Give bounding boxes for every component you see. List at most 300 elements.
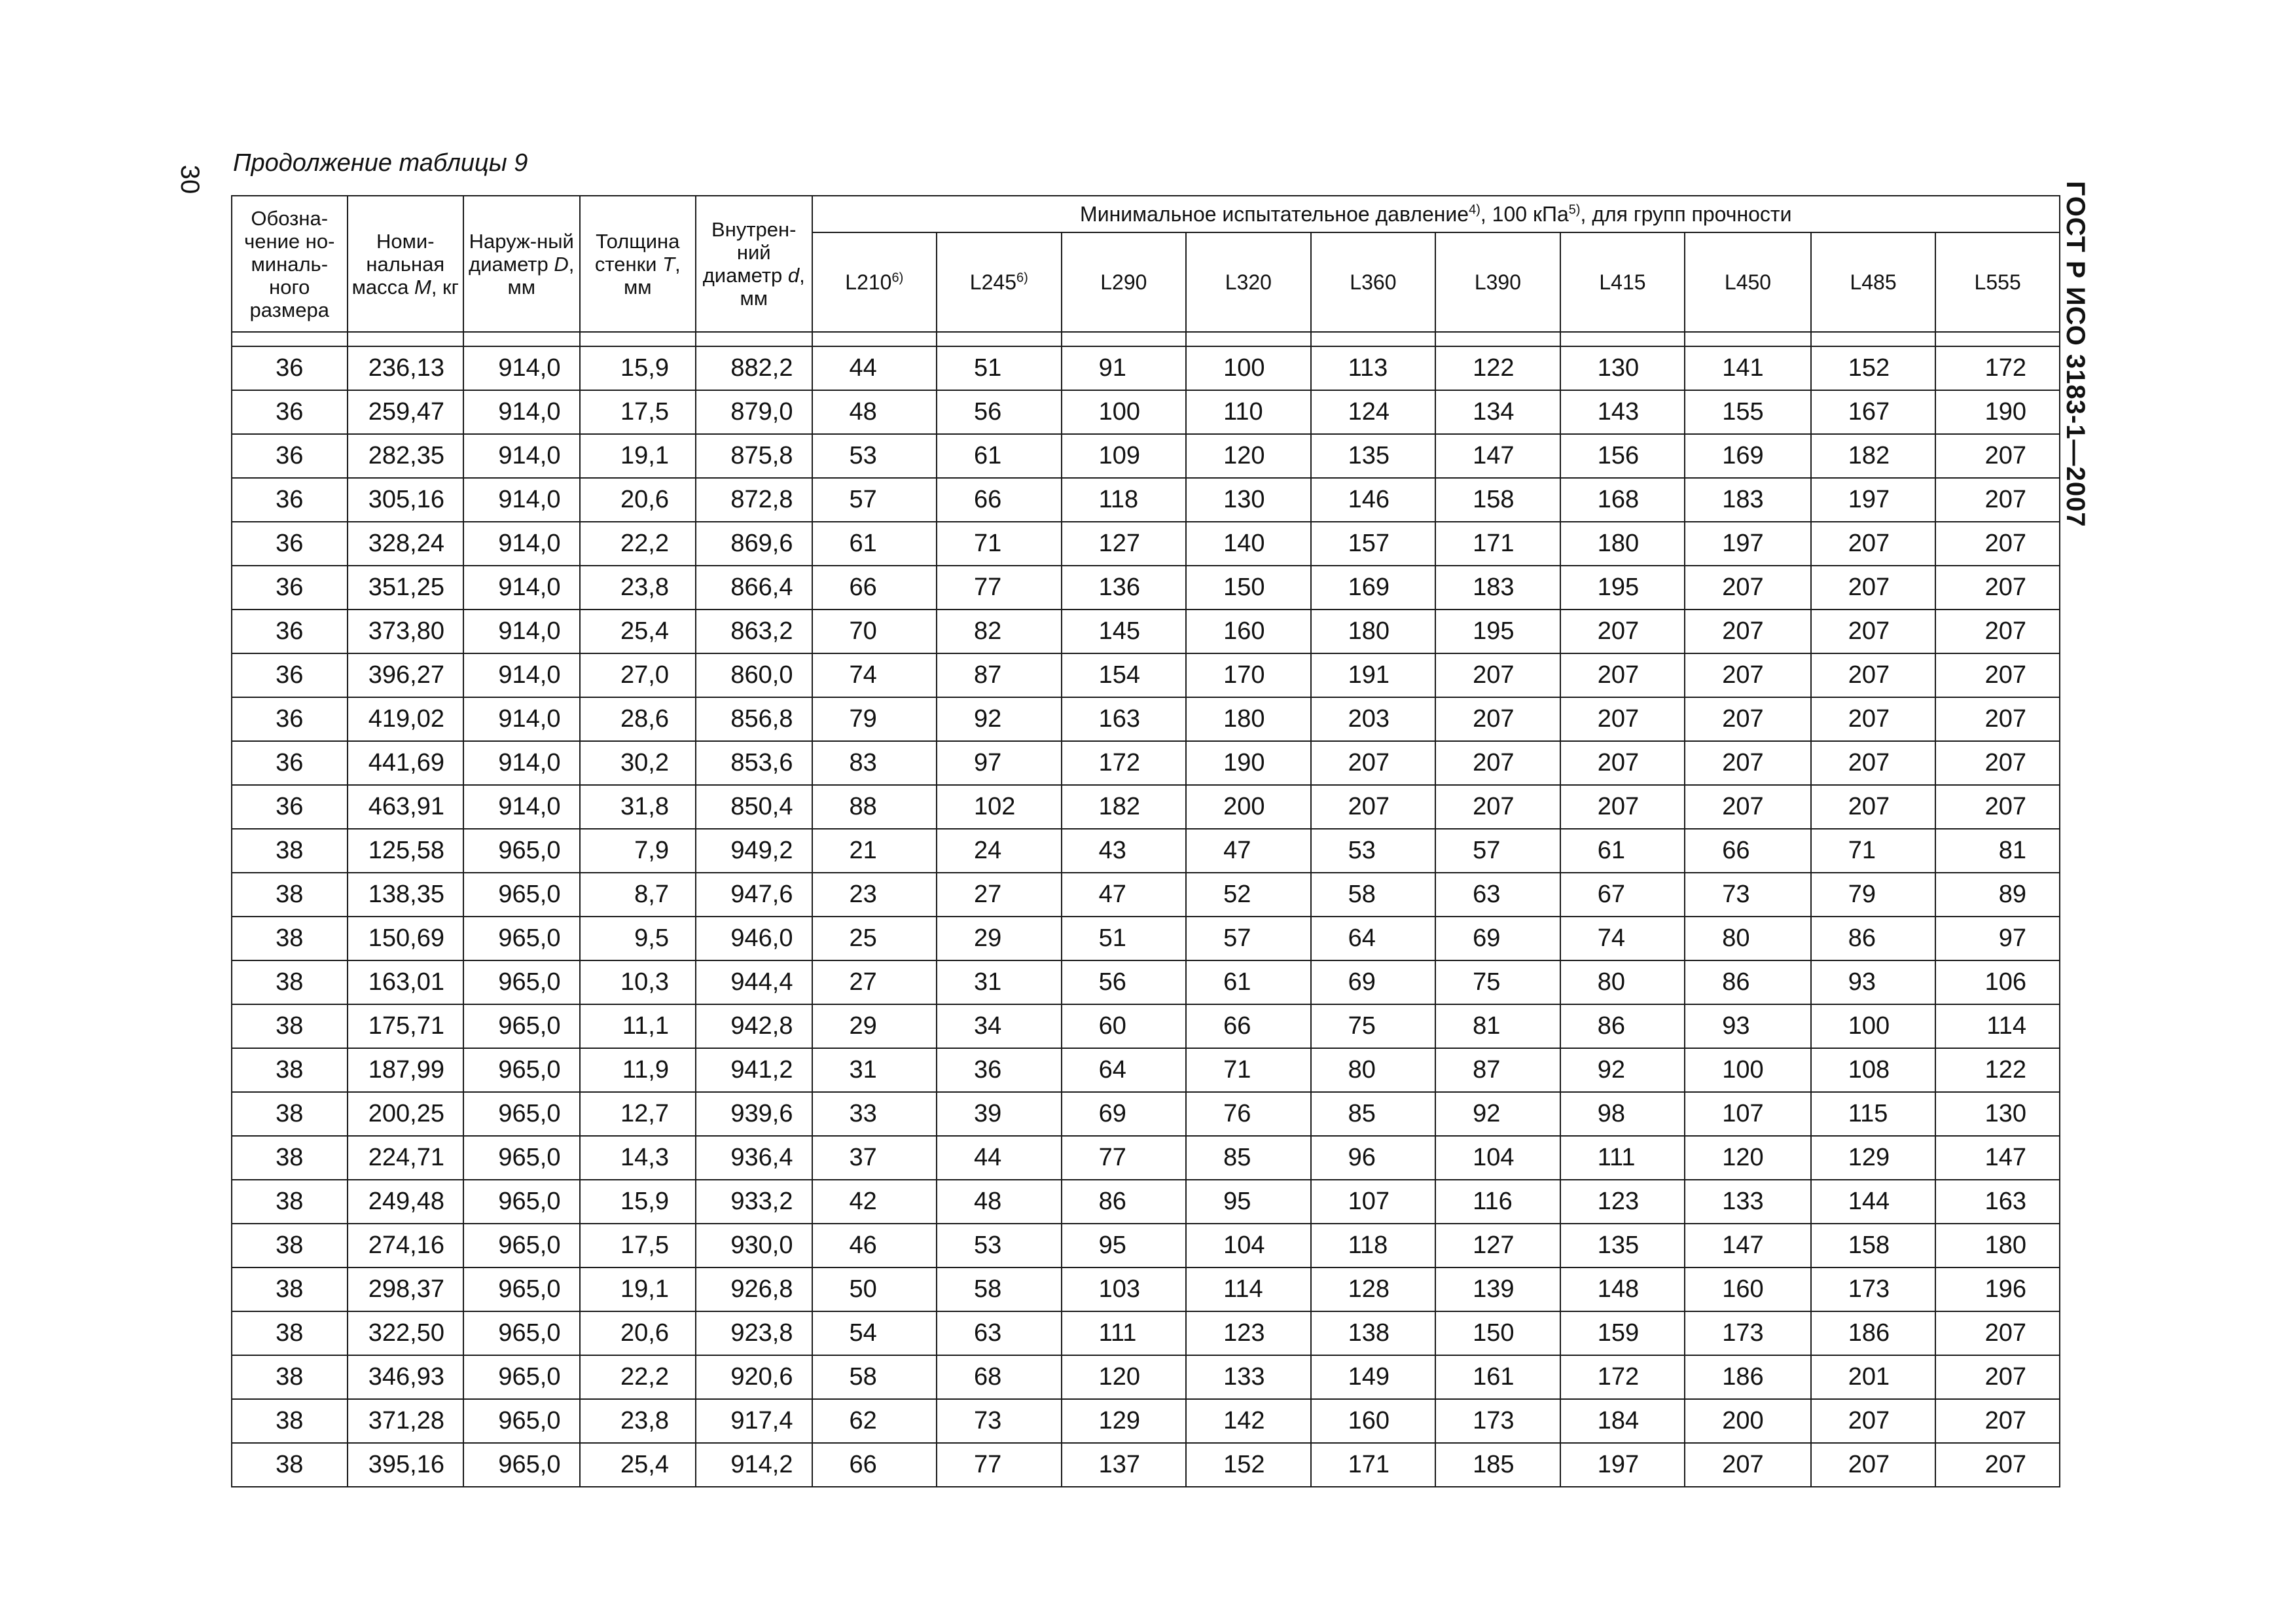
table-row <box>232 1443 2060 1487</box>
grade-label: L360 <box>1350 270 1397 294</box>
table-cell: 102 <box>937 785 1062 829</box>
table-row <box>232 346 2060 390</box>
grade-header <box>1935 232 2060 332</box>
table-cell: 173 <box>1811 1267 1936 1311</box>
table-cell: 224,71 <box>348 1136 464 1180</box>
table-cell: 965,0 <box>463 1224 580 1267</box>
table-cell: 8,7 <box>580 873 696 917</box>
grade-label: L485 <box>1850 270 1897 294</box>
table-cell: 965,0 <box>463 1355 580 1399</box>
grade-label: L390 <box>1474 270 1522 294</box>
table-cell: 139 <box>1435 1267 1560 1311</box>
table-cell: 74 <box>1560 917 1685 960</box>
header-group-tail: , для групп прочности <box>1580 202 1792 226</box>
table-cell: 66 <box>812 1443 937 1487</box>
table-cell: 77 <box>937 566 1062 610</box>
table-cell: 38 <box>232 1092 348 1136</box>
table-row <box>232 478 2060 522</box>
table-cell: 965,0 <box>463 917 580 960</box>
table-cell: 147 <box>1435 434 1560 478</box>
table-cell: 920,6 <box>696 1355 812 1399</box>
table-cell: 116 <box>1435 1180 1560 1224</box>
table-cell: 127 <box>1062 522 1187 566</box>
table-cell: 106 <box>1935 960 2060 1004</box>
table-cell: 111 <box>1062 1311 1187 1355</box>
table-cell: 81 <box>1435 1004 1560 1048</box>
table-cell: 144 <box>1811 1180 1936 1224</box>
table-cell: 11,1 <box>580 1004 696 1048</box>
table-cell: 109 <box>1062 434 1187 478</box>
table-cell: 190 <box>1186 741 1311 785</box>
table-cell: 122 <box>1935 1048 2060 1092</box>
table-cell: 98 <box>1560 1092 1685 1136</box>
table-cell: 43 <box>1062 829 1187 873</box>
table-cell: 69 <box>1435 917 1560 960</box>
table-cell: 185 <box>1435 1443 1560 1487</box>
table-cell: 396,27 <box>348 653 464 697</box>
table-cell: 64 <box>1311 917 1436 960</box>
table-cell: 143 <box>1560 390 1685 434</box>
table-cell: 111 <box>1560 1136 1685 1180</box>
table-cell: 80 <box>1685 917 1811 960</box>
table-cell: 11,9 <box>580 1048 696 1092</box>
table-cell: 33 <box>812 1092 937 1136</box>
table-cell: 38 <box>232 1267 348 1311</box>
table-cell: 853,6 <box>696 741 812 785</box>
table-cell: 141 <box>1685 346 1811 390</box>
table-cell: 130 <box>1560 346 1685 390</box>
table-cell: 124 <box>1311 390 1436 434</box>
table-cell: 28,6 <box>580 697 696 741</box>
table-row <box>232 1048 2060 1092</box>
table-cell: 200,25 <box>348 1092 464 1136</box>
table-cell: 163 <box>1935 1180 2060 1224</box>
table-cell: 207 <box>1560 741 1685 785</box>
table-cell: 207 <box>1935 1355 2060 1399</box>
table-cell: 172 <box>1560 1355 1685 1399</box>
table-cell: 914,0 <box>463 434 580 478</box>
table-caption: Продолжение таблицы 9 <box>233 149 528 177</box>
table-cell: 160 <box>1186 610 1311 653</box>
table-cell: 207 <box>1685 785 1811 829</box>
table-cell: 207 <box>1311 741 1436 785</box>
table-cell: 62 <box>812 1399 937 1443</box>
table-cell: 169 <box>1311 566 1436 610</box>
table-cell: 42 <box>812 1180 937 1224</box>
table-cell: 965,0 <box>463 1048 580 1092</box>
table-cell: 172 <box>1935 346 2060 390</box>
table-cell: 95 <box>1186 1180 1311 1224</box>
table-cell: 147 <box>1685 1224 1811 1267</box>
table-cell: 207 <box>1560 653 1685 697</box>
table-cell: 207 <box>1560 697 1685 741</box>
table-cell: 71 <box>1811 829 1936 873</box>
table-cell: 36 <box>232 741 348 785</box>
table-cell: 38 <box>232 1399 348 1443</box>
table-row <box>232 873 2060 917</box>
table-cell: 67 <box>1560 873 1685 917</box>
table-cell: 169 <box>1685 434 1811 478</box>
table-cell: 171 <box>1435 522 1560 566</box>
header-id-text: Внутрен-ний диаметр <box>702 218 797 287</box>
table-cell: 965,0 <box>463 873 580 917</box>
table-cell: 73 <box>937 1399 1062 1443</box>
table-cell: 965,0 <box>463 1180 580 1224</box>
header-designation-text: Обозна-чение но-миналь-ного размера <box>244 206 335 321</box>
table-cell: 133 <box>1186 1355 1311 1399</box>
table-cell: 120 <box>1062 1355 1187 1399</box>
table-cell: 22,2 <box>580 522 696 566</box>
table-cell: 48 <box>812 390 937 434</box>
table-cell: 136 <box>1062 566 1187 610</box>
table-cell: 140 <box>1186 522 1311 566</box>
table-cell: 80 <box>1311 1048 1436 1092</box>
table-cell: 74 <box>812 653 937 697</box>
table-cell: 56 <box>1062 960 1187 1004</box>
table-cell: 22,2 <box>580 1355 696 1399</box>
table-cell: 114 <box>1935 1004 2060 1048</box>
table-cell: 163,01 <box>348 960 464 1004</box>
table-cell: 14,3 <box>580 1136 696 1180</box>
table-cell: 57 <box>1186 917 1311 960</box>
table-cell: 207 <box>1935 741 2060 785</box>
grade-header <box>1560 232 1685 332</box>
pressure-table <box>231 195 2060 1487</box>
table-cell: 183 <box>1435 566 1560 610</box>
table-cell: 108 <box>1811 1048 1936 1092</box>
table-cell: 373,80 <box>348 610 464 653</box>
table-cell: 115 <box>1811 1092 1936 1136</box>
grade-header <box>1311 232 1436 332</box>
table-cell: 965,0 <box>463 829 580 873</box>
table-cell: 207 <box>1935 785 2060 829</box>
table-cell: 161 <box>1435 1355 1560 1399</box>
table-cell: 207 <box>1811 1443 1936 1487</box>
table-cell: 23,8 <box>580 1399 696 1443</box>
table-cell: 44 <box>937 1136 1062 1180</box>
grade-header <box>937 232 1062 332</box>
table-cell: 38 <box>232 1004 348 1048</box>
table-cell: 850,4 <box>696 785 812 829</box>
table-cell: 207 <box>1811 741 1936 785</box>
header-designation <box>232 196 348 332</box>
table-cell: 92 <box>1435 1092 1560 1136</box>
table-cell: 207 <box>1685 697 1811 741</box>
table-cell: 100 <box>1062 390 1187 434</box>
table-row <box>232 917 2060 960</box>
table-cell: 207 <box>1811 1399 1936 1443</box>
table-cell: 17,5 <box>580 1224 696 1267</box>
table-cell: 61 <box>812 522 937 566</box>
table-cell: 207 <box>1811 610 1936 653</box>
table-cell: 914,0 <box>463 785 580 829</box>
table-cell: 95 <box>1062 1224 1187 1267</box>
table-cell: 58 <box>1311 873 1436 917</box>
table-cell: 936,4 <box>696 1136 812 1180</box>
grade-header <box>1811 232 1936 332</box>
table-cell: 64 <box>1062 1048 1187 1092</box>
table-row <box>232 1180 2060 1224</box>
grade-footnote: 6) <box>1016 270 1028 285</box>
table-cell: 53 <box>1311 829 1436 873</box>
table-cell: 75 <box>1435 960 1560 1004</box>
table-cell: 154 <box>1062 653 1187 697</box>
table-cell: 38 <box>232 960 348 1004</box>
table-cell: 173 <box>1685 1311 1811 1355</box>
table-cell: 158 <box>1435 478 1560 522</box>
table-cell: 351,25 <box>348 566 464 610</box>
table-cell: 38 <box>232 1136 348 1180</box>
table-cell: 282,35 <box>348 434 464 478</box>
table-cell: 236,13 <box>348 346 464 390</box>
table-cell: 53 <box>812 434 937 478</box>
table-cell: 150 <box>1435 1311 1560 1355</box>
table-cell: 21 <box>812 829 937 873</box>
header-id-unit: , мм <box>740 264 805 310</box>
table-cell: 38 <box>232 1180 348 1224</box>
table-cell: 66 <box>812 566 937 610</box>
table-cell: 926,8 <box>696 1267 812 1311</box>
table-cell: 328,24 <box>348 522 464 566</box>
table-cell: 130 <box>1186 478 1311 522</box>
table-cell: 197 <box>1811 478 1936 522</box>
footnote-ref-4: 4) <box>1469 202 1480 217</box>
table-cell: 24 <box>937 829 1062 873</box>
table-cell: 7,9 <box>580 829 696 873</box>
table-cell: 53 <box>937 1224 1062 1267</box>
table-cell: 923,8 <box>696 1311 812 1355</box>
table-cell: 92 <box>1560 1048 1685 1092</box>
grade-footnote: 6) <box>891 270 904 285</box>
header-wt-unit: , мм <box>623 252 681 299</box>
table-cell: 70 <box>812 610 937 653</box>
table-cell: 146 <box>1311 478 1436 522</box>
table-cell: 23,8 <box>580 566 696 610</box>
table-cell: 182 <box>1811 434 1936 478</box>
table-cell: 946,0 <box>696 917 812 960</box>
table-cell: 207 <box>1685 610 1811 653</box>
grade-header <box>1435 232 1560 332</box>
table-cell: 36 <box>232 346 348 390</box>
table-cell: 138 <box>1311 1311 1436 1355</box>
table-cell: 965,0 <box>463 1092 580 1136</box>
table-cell: 44 <box>812 346 937 390</box>
table-cell: 965,0 <box>463 960 580 1004</box>
table-cell: 17,5 <box>580 390 696 434</box>
table-cell: 939,6 <box>696 1092 812 1136</box>
table-cell: 914,0 <box>463 522 580 566</box>
table-cell: 914,0 <box>463 653 580 697</box>
table-cell: 71 <box>1186 1048 1311 1092</box>
header-wt-text: Толщина стенки <box>594 229 680 276</box>
table-cell: 184 <box>1560 1399 1685 1443</box>
table-cell: 441,69 <box>348 741 464 785</box>
table-cell: 207 <box>1435 785 1560 829</box>
table-cell: 36 <box>937 1048 1062 1092</box>
table-cell: 207 <box>1935 697 2060 741</box>
table-cell: 200 <box>1186 785 1311 829</box>
table-cell: 29 <box>937 917 1062 960</box>
table-cell: 46 <box>812 1224 937 1267</box>
table-cell: 180 <box>1186 697 1311 741</box>
table-row <box>232 1092 2060 1136</box>
table-cell: 207 <box>1560 785 1685 829</box>
table-cell: 52 <box>1186 873 1311 917</box>
table-cell: 97 <box>1935 917 2060 960</box>
header-mass-unit: , кг <box>431 275 459 299</box>
table-cell: 207 <box>1811 566 1936 610</box>
table-cell: 207 <box>1935 566 2060 610</box>
table-row <box>232 1355 2060 1399</box>
table-cell: 19,1 <box>580 434 696 478</box>
table-cell: 87 <box>937 653 1062 697</box>
grade-label: L245 <box>969 270 1016 294</box>
table-cell: 191 <box>1311 653 1436 697</box>
table-cell: 274,16 <box>348 1224 464 1267</box>
table-cell: 190 <box>1935 390 2060 434</box>
table-cell: 160 <box>1685 1267 1811 1311</box>
table-cell: 207 <box>1935 478 2060 522</box>
table-cell: 142 <box>1186 1399 1311 1443</box>
table-cell: 82 <box>937 610 1062 653</box>
table-cell: 200 <box>1685 1399 1811 1443</box>
table-cell: 965,0 <box>463 1004 580 1048</box>
grade-header <box>1685 232 1811 332</box>
header-wt-symbol: T <box>662 252 675 276</box>
table-cell: 207 <box>1685 741 1811 785</box>
table-cell: 79 <box>812 697 937 741</box>
table-cell: 207 <box>1685 653 1811 697</box>
table-cell: 186 <box>1685 1355 1811 1399</box>
table-row <box>232 741 2060 785</box>
table-cell: 89 <box>1935 873 2060 917</box>
table-cell: 75 <box>1311 1004 1436 1048</box>
table-cell: 207 <box>1811 653 1936 697</box>
table-cell: 942,8 <box>696 1004 812 1048</box>
table-cell: 156 <box>1560 434 1685 478</box>
table-cell: 207 <box>1685 1443 1811 1487</box>
table-cell: 371,28 <box>348 1399 464 1443</box>
table-cell: 207 <box>1811 522 1936 566</box>
table-row <box>232 1399 2060 1443</box>
table-cell: 137 <box>1062 1443 1187 1487</box>
table-cell: 104 <box>1186 1224 1311 1267</box>
grade-label: L210 <box>845 270 892 294</box>
table-cell: 39 <box>937 1092 1062 1136</box>
header-separator <box>232 332 2060 346</box>
table-cell: 25 <box>812 917 937 960</box>
table-cell: 914,0 <box>463 478 580 522</box>
table-cell: 25,4 <box>580 1443 696 1487</box>
table-cell: 97 <box>937 741 1062 785</box>
table-cell: 92 <box>937 697 1062 741</box>
table-cell: 879,0 <box>696 390 812 434</box>
table-cell: 86 <box>1062 1180 1187 1224</box>
table-cell: 100 <box>1685 1048 1811 1092</box>
table-cell: 863,2 <box>696 610 812 653</box>
table-cell: 917,4 <box>696 1399 812 1443</box>
table-cell: 941,2 <box>696 1048 812 1092</box>
grade-header <box>1186 232 1311 332</box>
table-cell: 69 <box>1311 960 1436 1004</box>
grade-label: L415 <box>1599 270 1646 294</box>
grade-label: L290 <box>1100 270 1147 294</box>
table-cell: 20,6 <box>580 478 696 522</box>
table-cell: 58 <box>812 1355 937 1399</box>
table-cell: 20,6 <box>580 1311 696 1355</box>
table-row <box>232 1311 2060 1355</box>
table-cell: 128 <box>1311 1267 1436 1311</box>
table-cell: 914,0 <box>463 741 580 785</box>
table-cell: 159 <box>1560 1311 1685 1355</box>
header-wall-thickness <box>580 196 696 332</box>
grade-label: L320 <box>1225 270 1272 294</box>
table-row <box>232 566 2060 610</box>
table-cell: 47 <box>1186 829 1311 873</box>
table-row <box>232 1267 2060 1311</box>
header-mass <box>348 196 464 332</box>
table-cell: 58 <box>937 1267 1062 1311</box>
table-cell: 158 <box>1811 1224 1936 1267</box>
table-cell: 19,1 <box>580 1267 696 1311</box>
table-cell: 419,02 <box>348 697 464 741</box>
document-title: ГОСТ Р ИСО 3183-1—2007 <box>2061 181 2090 528</box>
table-cell: 50 <box>812 1267 937 1311</box>
table-cell: 949,2 <box>696 829 812 873</box>
table-cell: 155 <box>1685 390 1811 434</box>
table-cell: 346,93 <box>348 1355 464 1399</box>
table-cell: 51 <box>1062 917 1187 960</box>
table-cell: 36 <box>232 434 348 478</box>
table-cell: 86 <box>1560 1004 1685 1048</box>
table-cell: 197 <box>1685 522 1811 566</box>
table-cell: 866,4 <box>696 566 812 610</box>
table-cell: 207 <box>1435 697 1560 741</box>
table-cell: 31 <box>937 960 1062 1004</box>
table-cell: 186 <box>1811 1311 1936 1355</box>
table-cell: 150,69 <box>348 917 464 960</box>
header-inner-diameter <box>696 196 812 332</box>
table-cell: 38 <box>232 873 348 917</box>
table-cell: 36 <box>232 653 348 697</box>
table-cell: 160 <box>1311 1399 1436 1443</box>
table-cell: 93 <box>1685 1004 1811 1048</box>
table-cell: 29 <box>812 1004 937 1048</box>
table-cell: 207 <box>1435 741 1560 785</box>
table-cell: 882,2 <box>696 346 812 390</box>
table-cell: 152 <box>1186 1443 1311 1487</box>
table-cell: 180 <box>1560 522 1685 566</box>
table-row <box>232 610 2060 653</box>
table-cell: 63 <box>1435 873 1560 917</box>
table-cell: 134 <box>1435 390 1560 434</box>
table-cell: 85 <box>1186 1136 1311 1180</box>
table-cell: 123 <box>1186 1311 1311 1355</box>
table-cell: 149 <box>1311 1355 1436 1399</box>
grade-label: L450 <box>1724 270 1772 294</box>
table-cell: 93 <box>1811 960 1936 1004</box>
table-row <box>232 390 2060 434</box>
table-cell: 15,9 <box>580 346 696 390</box>
table-cell: 170 <box>1186 653 1311 697</box>
table-cell: 47 <box>1062 873 1187 917</box>
header-pressure-group <box>812 196 2060 232</box>
table-cell: 869,6 <box>696 522 812 566</box>
table-cell: 127 <box>1435 1224 1560 1267</box>
table-cell: 133 <box>1685 1180 1811 1224</box>
table-cell: 38 <box>232 1048 348 1092</box>
table-cell: 57 <box>1435 829 1560 873</box>
